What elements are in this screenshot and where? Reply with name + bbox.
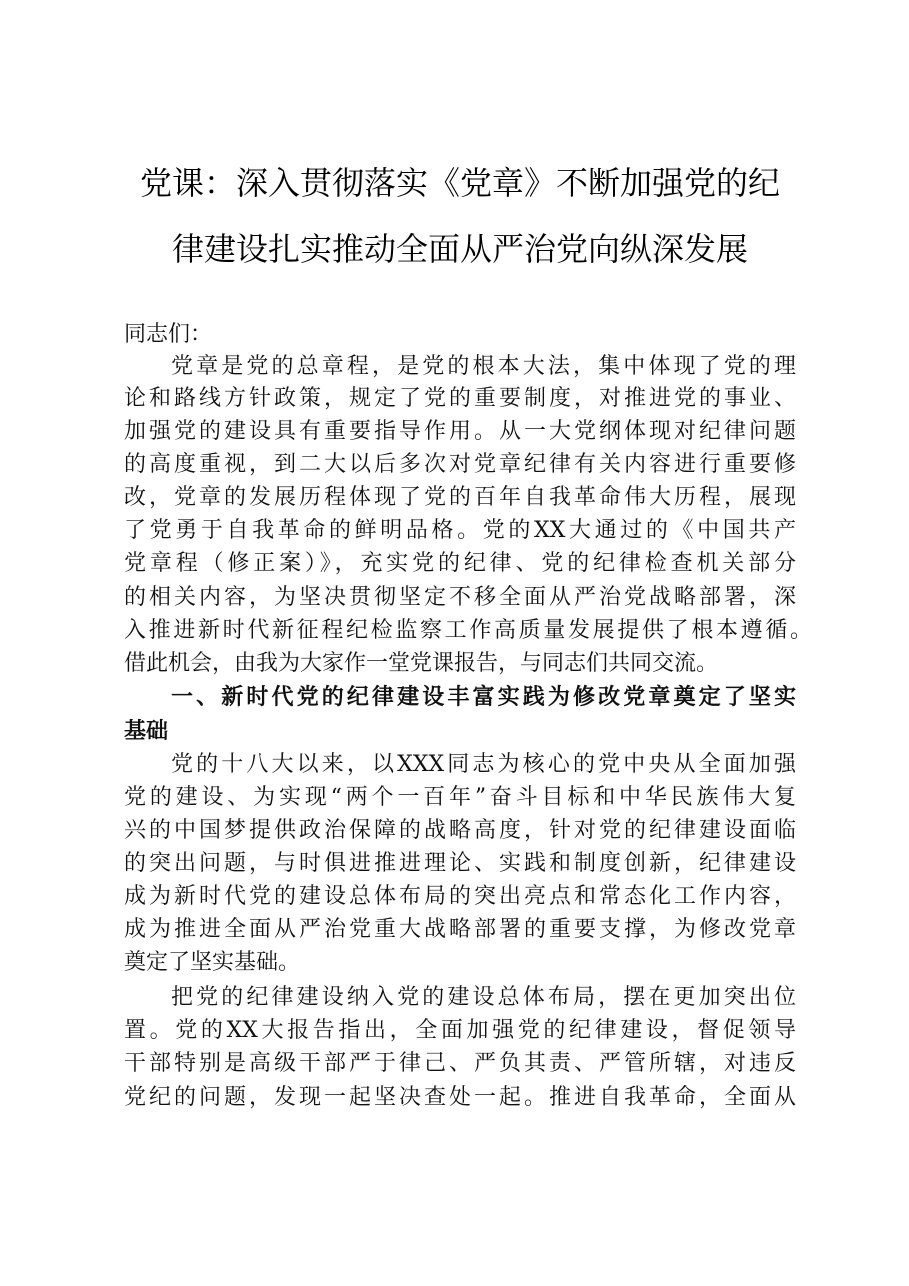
- paragraph-3-line: 把党的纪律建设纳入党的建设总体布局，摆在更加突出位: [171, 985, 796, 1010]
- paragraph-1-line: 了党勇于自我革命的鲜明品格。党的XX大通过的《中国共产: [124, 518, 796, 543]
- paragraph-3-line: 党纪的问题，发现一起坚决查处一起。推进自我革命，全面从: [124, 1085, 796, 1110]
- paragraph-2-line: 奠定了坚实基础。: [124, 950, 301, 975]
- paragraph-2-line: 党的建设、为实现“两个一百年”奋斗目标和中华民族伟大复: [124, 785, 796, 810]
- paragraph-1-line: 加强党的建设具有重要指导作用。从一大党纲体现对纪律问题: [124, 419, 796, 444]
- paragraph-1-line: 入推进新时代新征程纪检监察工作高质量发展提供了根本遵循。: [124, 618, 812, 643]
- document-title-line-2: 律建设扎实推动全面从严治党向纵深发展: [171, 230, 748, 268]
- paragraph-1-line: 的高度重视，到二大以后多次对党章纪律有关内容进行重要修: [124, 452, 796, 477]
- paragraph-1-line: 论和路线方针政策，规定了党的重要制度，对推进党的事业、: [124, 386, 796, 411]
- paragraph-1-line: 改，党章的发展历程体现了党的百年自我革命伟大历程，展现: [124, 485, 796, 510]
- paragraph-2-line: 的突出问题，与时俱进推进理论、实践和制度创新，纪律建设: [124, 851, 796, 876]
- section-heading-1-line: 基础: [124, 719, 169, 744]
- paragraph-2-line: 成为新时代党的建设总体布局的突出亮点和常态化工作内容，: [124, 884, 796, 909]
- paragraph-1-line: 党章程（修正案）》，充实党的纪律、党的纪律检查机关部分: [124, 551, 796, 576]
- paragraph-1-line: 的相关内容，为坚决贯彻坚定不移全面从严治党战略部署，深: [124, 585, 796, 610]
- paragraph-1-line: 借此机会，由我为大家作一堂党课报告，与同志们共同交流。: [124, 651, 719, 676]
- salutation: 同志们：: [124, 322, 213, 347]
- paragraph-2-line: 成为推进全面从严治党重大战略部署的重要支撑，为修改党章: [124, 917, 796, 942]
- paragraph-2-line: 党的十八大以来，以XXX同志为核心的党中央从全面加强: [171, 752, 796, 777]
- paragraph-3-line: 置。党的XX大报告指出，全面加强党的纪律建设，督促领导: [124, 1018, 796, 1043]
- section-heading-1-line: 一、新时代党的纪律建设丰富实践为修改党章奠定了坚实: [171, 685, 796, 710]
- document-title-line-1: 党课：深入贯彻落实《党章》不断加强党的纪: [139, 164, 780, 202]
- paragraph-2-line: 兴的中国梦提供政治保障的战略高度，针对党的纪律建设面临: [124, 818, 796, 843]
- paragraph-3-line: 干部特别是高级干部严于律己、严负其责、严管所辖，对违反: [124, 1051, 796, 1076]
- paragraph-1-line: 党章是党的总章程，是党的根本大法，集中体现了党的理: [171, 354, 796, 379]
